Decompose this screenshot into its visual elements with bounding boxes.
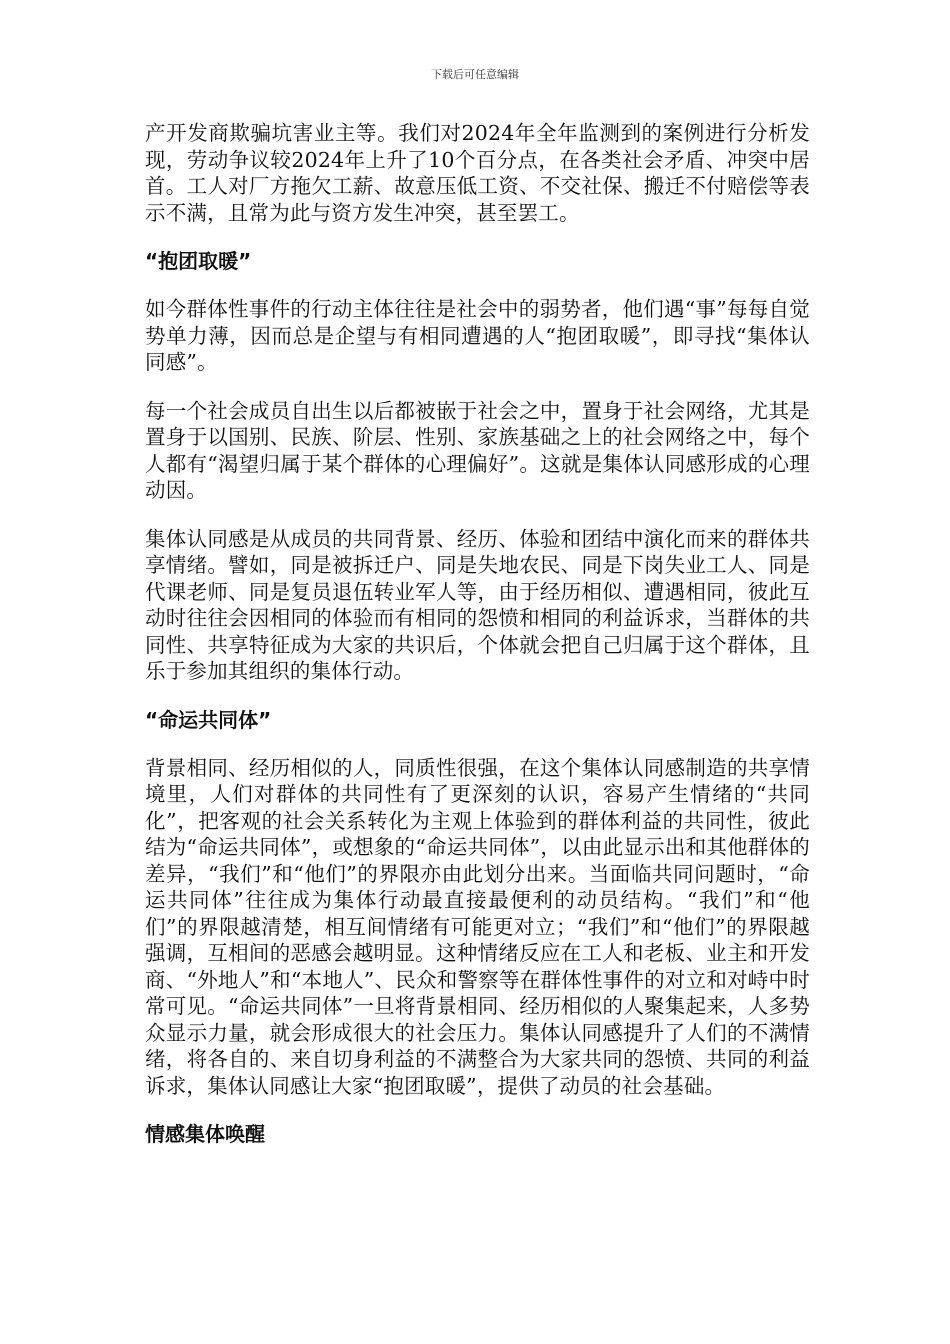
section-heading-emotion: 情感集体唤醒: [145, 1122, 265, 1146]
section-heading-baotuan: “抱团取暖”: [145, 249, 252, 273]
paragraph-community-of-fate: 背景相同、经历相似的人，同质性很强，在这个集体认同感制造的共享情境里，人们对群体的共同性有了更深刻的认识，容易产生情绪的“共同化”，把客观的社会关系转化为主观上体验到的群体利益的共同性，彼此结为“命运共同体”，或想象的“命运共同体”，以由此显示出和其他群体的差异，“我们”和“他们”的界限亦由此划分出来。当面临共同问题时，“命运共同体”往往成为集体行动最直接最便利的动员结构。“我们”和“他们”的界限越清楚，相互间情绪有可能更对立；“我们”和“他们”的界限越强调，互相间的恶感会越明显。这种情绪反应在工人和老板、业主和开发商、“外地人”和“本地人”、民众和警察等在群体性事件的对立和对峙中时常可见。“命运共同体”一旦将背景相同、经历相似的人聚集起来，人多势众显示力量，就会形成很大的社会压力。集体认同感提升了人们的不满情绪，将各自的、来自切身利益的不满整合为大家共同的怨愤、共同的利益诉求，集体认同感让大家“抱团取暖”，提供了动员的社会基础。: [145, 755, 810, 1098]
section-heading-mingyun: “命运共同体”: [145, 707, 272, 732]
paragraph-weak-groups: 如今群体性事件的行动主体往往是社会中的弱势者，他们遇“事”每每自觉势单力薄，因而总是企望与有相同遭遇的人“抱团取暖”，即寻找“集体认同感”。: [145, 297, 810, 374]
paragraph-labor-disputes: 产开发商欺骗坑害业主等。我们对2024年全年监测到的案例进行分析发现，劳动争议较2024年上升了10个百分点，在各类社会矛盾、冲突中居首。工人对厂方拖欠工薪、故意压低工资、不交社保、搬迁不付赔偿等表示不满，且常为此与资方发生冲突，甚至罢工。: [145, 121, 810, 225]
page-header-note: 下载后可任意编辑: [431, 68, 519, 81]
document-body: [145, 120, 810, 1147]
paragraph-collective-identity: 集体认同感是从成员的共同背景、经历、体验和团结中演化而来的群体共享情绪。譬如，同是被拆迁户、同是失地农民、同是下岗失业工人、同是代课老师、同是复员退伍转业军人等，由于经历相似、遭遇相同，彼此互动时往往会因相同的体验而有相同的怨愤和相同的利益诉求，当群体的共同性、共享特征成为大家的共识后，个体就会把自己归属于这个群体，且乐于参加其组织的集体行动。: [145, 526, 810, 683]
paragraph-social-network: 每一个社会成员自出生以后都被嵌于社会之中，置身于社会网络，尤其是置身于以国别、民族、阶层、性别、家族基础之上的社会网络之中，每个人都有“渴望归属于某个群体的心理偏好”。这就是集体认同感形成的心理动因。: [145, 398, 810, 502]
